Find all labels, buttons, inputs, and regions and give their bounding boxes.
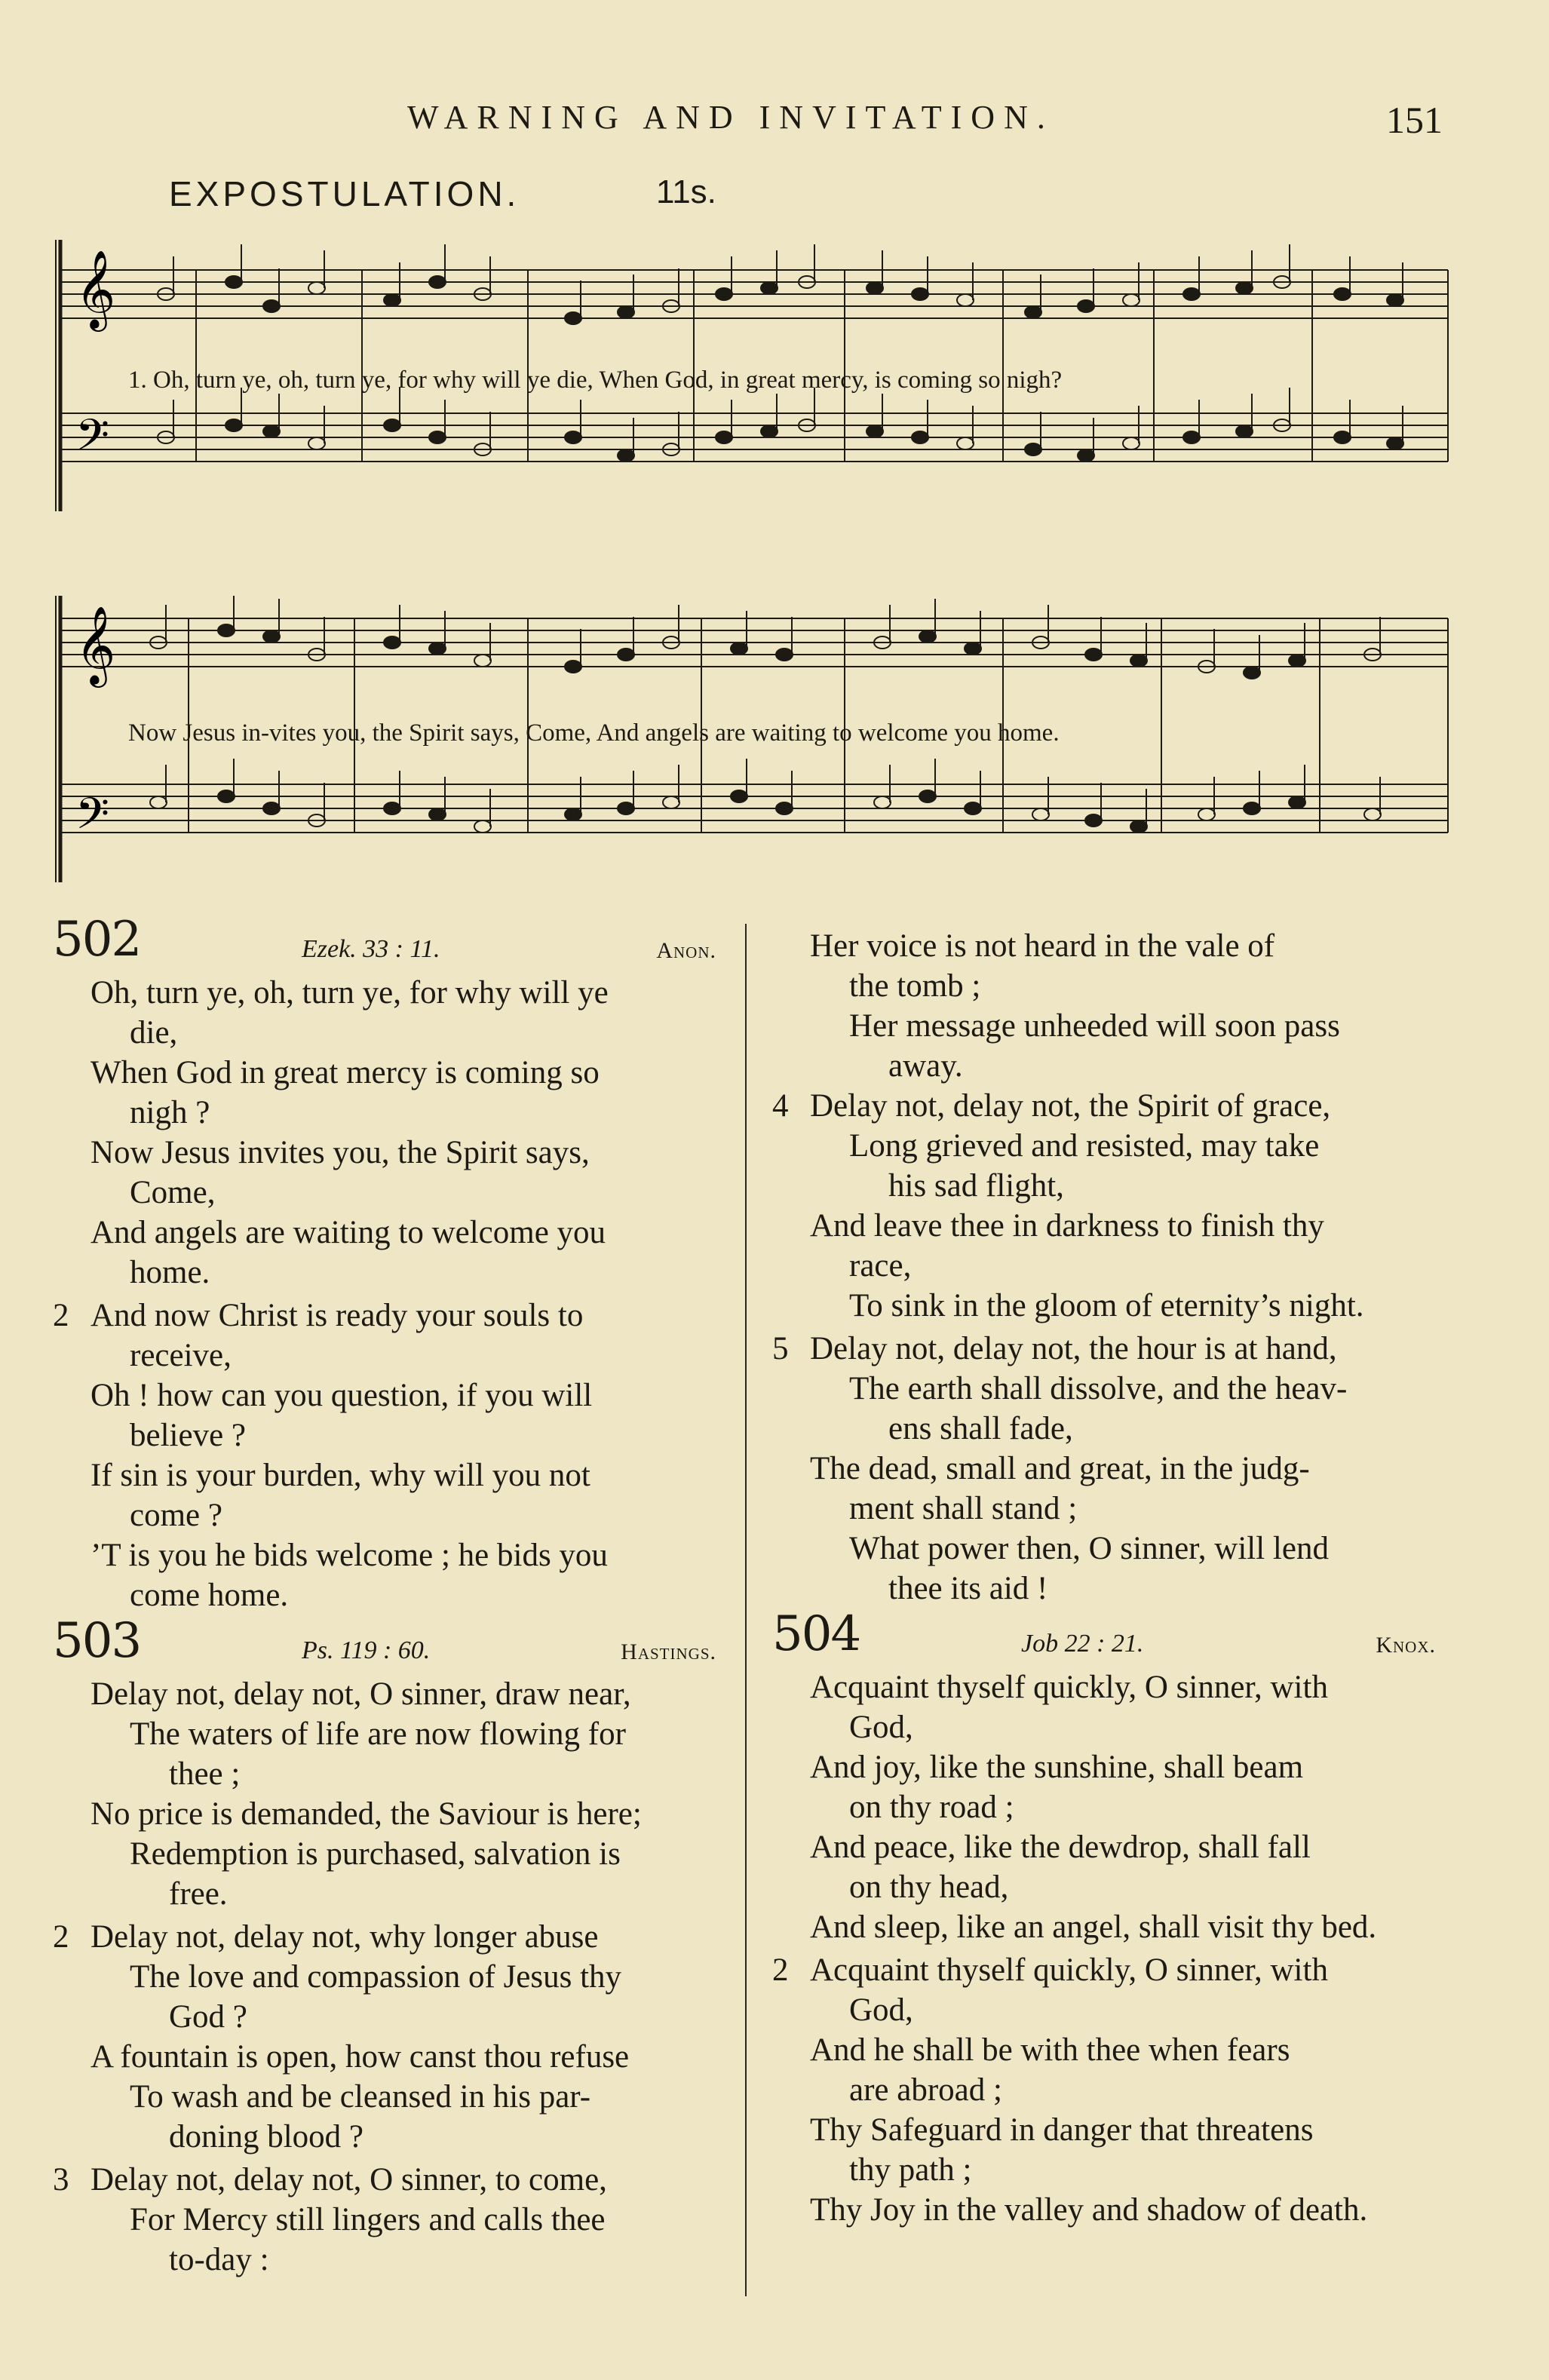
hymn-author: Anon. [656, 938, 716, 963]
verse-line-wrap: to-day : [169, 2242, 269, 2277]
verse-line-text: To wash and be cleansed in his par- [130, 2079, 591, 2115]
note-head [1289, 796, 1305, 808]
verse-line-text: No price is demanded, the Saviour is here; [90, 1796, 642, 1832]
verse-line-text: Long grieved and resisted, may take [849, 1128, 1320, 1164]
note-head [618, 802, 634, 814]
treble-clef-icon: 𝄞 [75, 250, 116, 329]
note-head [1085, 649, 1102, 661]
note-head [1289, 655, 1305, 667]
verse-line-text: Now Jesus invites you, the Spirit says, [90, 1135, 590, 1170]
note-head [716, 431, 732, 443]
note-head [1244, 802, 1260, 814]
treble-clef-icon: 𝄞 [75, 606, 116, 685]
note-head [263, 802, 280, 814]
verse-line-text: The waters of life are now flowing for [130, 1716, 626, 1752]
note-head [429, 431, 446, 443]
verse-line-text: A fountain is open, how canst thou refuse [90, 2039, 630, 2075]
verse-line-text: To sink in the gloom of eternity’s night. [849, 1288, 1364, 1323]
verse-line-text: Oh, turn ye, oh, turn ye, for why will ye [90, 975, 609, 1011]
note-head [912, 288, 928, 300]
verse-line-text: If sin is your burden, why will you not [90, 1458, 590, 1493]
verse-line-wrap: come ? [130, 1498, 222, 1533]
verse-line [53, 2160, 716, 2200]
verse-line [53, 1535, 716, 1615]
verse-line-wrap: his sad flight, [888, 1168, 1064, 1204]
verse-line-wrap: come home. [130, 1578, 289, 1613]
stanza [772, 1667, 1436, 1947]
hymn-body [53, 973, 716, 1615]
verse-line-text: Acquaint thyself quickly, O sinner, with [810, 1670, 1328, 1705]
note-head [776, 802, 793, 814]
note-head [308, 437, 325, 449]
verse-line [772, 1086, 1436, 1126]
verse-line-wrap: on thy head, [849, 1869, 1009, 1905]
verse-line [53, 973, 716, 1053]
note-head [1198, 808, 1215, 820]
verse-line [53, 1133, 716, 1213]
hymn-body [53, 1674, 716, 2280]
stanza [772, 1329, 1436, 1609]
note-head [761, 282, 778, 294]
note-head [218, 790, 235, 802]
note-head [263, 425, 280, 437]
note-head [867, 425, 883, 437]
verse-line [53, 1213, 716, 1293]
verse-line-text: Her voice is not heard in the vale of [810, 928, 1275, 964]
verse-line [772, 1006, 1436, 1086]
verse-line-text: The dead, small and great, in the judg- [810, 1451, 1310, 1486]
note-head [1078, 300, 1094, 312]
lyric-line-1: 1. Oh, turn ye, oh, turn ye, for why will ye die, When God, in great mercy, is coming so nigh? [128, 367, 1063, 394]
verse-line-wrap: are abroad ; [849, 2072, 1002, 2108]
note-head [776, 649, 793, 661]
verse-line [53, 1957, 716, 2037]
verse-line-text: For Mercy still lingers and calls thee [130, 2202, 606, 2237]
note-head [731, 643, 747, 655]
verse-line-text: Thy Safeguard in danger that threatens [810, 2112, 1314, 2148]
verse-line-wrap: die, [130, 1015, 178, 1050]
note-head [1334, 288, 1351, 300]
verse-line-text: Acquaint thyself quickly, O sinner, with [810, 1952, 1328, 1988]
verse-line [772, 1449, 1436, 1529]
verse-line [53, 1794, 716, 1834]
verse-line-text: And now Christ is ready your souls to [90, 1298, 584, 1333]
verse-line-text: Delay not, delay not, why longer abuse [90, 1919, 599, 1955]
note-head [1025, 443, 1041, 455]
verse-line-text: And joy, like the sunshine, shall beam [810, 1750, 1304, 1785]
verse-line-wrap: thee ; [169, 1756, 241, 1792]
verse-line [53, 1674, 716, 1714]
stanza-number: 2 [53, 1298, 69, 1333]
stanza [53, 2160, 716, 2280]
verse-line [772, 1126, 1436, 1206]
verse-line [53, 2077, 716, 2157]
verse-line [53, 1455, 716, 1535]
note-head [618, 649, 634, 661]
verse-line-text: Her message unheeded will soon pass [849, 1008, 1340, 1044]
verse-line [772, 1206, 1436, 1286]
note-head [474, 655, 491, 667]
tune-meter: 11s. [656, 173, 716, 210]
verse-line-wrap: home. [130, 1255, 210, 1290]
stanza-number: 5 [772, 1331, 789, 1366]
note-head [1183, 431, 1200, 443]
verse-line-text: And he shall be with thee when fears [810, 2032, 1290, 2068]
stanza-number: 3 [53, 2162, 69, 2198]
note-head [716, 288, 732, 300]
note-head [429, 808, 446, 820]
note-head [761, 425, 778, 437]
note-head [919, 790, 936, 802]
verse-line-text: ’T is you he bids welcome ; he bids you [90, 1538, 608, 1573]
verse-line [772, 1667, 1436, 1747]
verse-line [772, 1747, 1436, 1827]
note-head [1387, 437, 1403, 449]
lyric-line-2: Now Jesus in-vites you, the Spirit says, Come, And angels are waiting to welcome you home. [128, 719, 1060, 747]
note-head [1032, 808, 1049, 820]
stanza-number: 4 [772, 1088, 789, 1124]
note-head [1025, 306, 1041, 318]
verse-line [772, 2030, 1436, 2110]
verse-line-wrap: receive, [130, 1338, 232, 1373]
note-head [150, 796, 167, 808]
verse-line-wrap: thee its aid ! [888, 1571, 1048, 1606]
verse-line-text: Redemption is purchased, salvation is [130, 1836, 621, 1872]
verse-line-text: Delay not, delay not, O sinner, to come, [90, 2162, 607, 2198]
column-rule [745, 924, 747, 2296]
verse-line-wrap: thy path ; [849, 2152, 972, 2188]
stanza-number: 2 [772, 1952, 789, 1988]
hymn-body [772, 1667, 1436, 2230]
note-head [1183, 288, 1200, 300]
note-head [1130, 820, 1147, 833]
verse-line-text: Delay not, delay not, the hour is at hand, [810, 1331, 1337, 1366]
note-head [384, 802, 400, 814]
verse-line [53, 1834, 716, 1914]
note-head [663, 796, 679, 808]
bass-clef-icon: 𝄢 [75, 788, 110, 850]
scripture-reference: Ps. 119 : 60. [302, 1636, 431, 1664]
stanza [772, 1086, 1436, 1326]
hymn-heading [772, 1606, 1436, 1666]
bass-clef-icon: 𝄢 [75, 409, 110, 471]
hymn-body [772, 1086, 1436, 1609]
verse-line-text: The love and compassion of Jesus thy [130, 1959, 622, 1995]
verse-line-wrap: race, [849, 1248, 912, 1284]
note-head [867, 282, 883, 294]
verse-line-wrap: the tomb ; [849, 968, 981, 1004]
page-number: 151 [1386, 99, 1443, 141]
verse-line-wrap: believe ? [130, 1418, 246, 1453]
note-head [912, 431, 928, 443]
hymn-continuation [772, 926, 1436, 1086]
verse-line [53, 1714, 716, 1794]
verse-line [772, 2190, 1436, 2230]
verse-line-text: When God in great mercy is coming so [90, 1055, 600, 1090]
note-head [429, 643, 446, 655]
note-head [965, 802, 981, 814]
verse-line-wrap: God ? [169, 1999, 247, 2035]
verse-line-wrap: God, [849, 1710, 913, 1745]
right-column [772, 926, 1436, 2233]
note-head [1244, 667, 1260, 679]
verse-line-wrap: ment shall stand ; [849, 1491, 1078, 1526]
verse-line-wrap: ens shall fade, [888, 1411, 1073, 1446]
scripture-reference: Ezek. 33 : 11. [302, 935, 440, 963]
verse-line [772, 926, 1436, 1006]
note-head [565, 431, 581, 443]
hymn-number: 502 [53, 912, 141, 968]
stanza [53, 973, 716, 1293]
verse-line [772, 1827, 1436, 1907]
verse-line [772, 1329, 1436, 1369]
note-head [263, 300, 280, 312]
note-head [565, 808, 581, 820]
hymn-author: Knox. [1376, 1633, 1436, 1658]
note-head [731, 790, 747, 802]
verse-line-wrap: nigh ? [130, 1095, 210, 1130]
verse-line-text: Thy Joy in the valley and shadow of death. [810, 2192, 1368, 2228]
verse-line-wrap: God, [849, 1992, 913, 2028]
verse-line-text: The earth shall dissolve, and the heav- [849, 1371, 1348, 1406]
left-column [53, 912, 716, 2283]
verse-line-text: And angels are waiting to welcome you [90, 1215, 606, 1250]
verse-line-text: And peace, like the dewdrop, shall fall [810, 1829, 1311, 1865]
hymn-number: 504 [772, 1606, 860, 1662]
verse-line [53, 1917, 716, 1957]
stanza [53, 1674, 716, 1914]
note-head [225, 419, 242, 431]
note-head [1334, 431, 1351, 443]
hymn-author: Hastings. [621, 1639, 716, 1664]
note-head [1085, 814, 1102, 827]
note-head [1387, 294, 1403, 306]
verse-line [53, 2037, 716, 2077]
note-head [218, 624, 235, 636]
verse-line [772, 1286, 1436, 1326]
verse-line [53, 2200, 716, 2280]
verse-line-text: Oh ! how can you question, if you will [90, 1378, 593, 1413]
hymn-heading [53, 912, 716, 971]
verse-line-wrap: free. [169, 1876, 228, 1912]
stanza [772, 1950, 1436, 2230]
verse-line-wrap: on thy road ; [849, 1790, 1014, 1825]
hymn-heading [53, 1613, 716, 1673]
note-head [957, 294, 974, 306]
verse-line-text: And leave thee in darkness to finish thy [810, 1208, 1324, 1244]
note-head [384, 419, 400, 431]
verse-line-text: Delay not, delay not, the Spirit of grace, [810, 1088, 1331, 1124]
note-head [474, 820, 491, 833]
tune-title: EXPOSTULATION. [169, 174, 520, 213]
notes [158, 244, 1403, 462]
scripture-reference: Job 22 : 21. [1021, 1630, 1144, 1658]
note-head [565, 312, 581, 324]
verse-line [53, 1053, 716, 1133]
note-head [429, 276, 446, 288]
verse-line [772, 1529, 1436, 1609]
note-head [384, 294, 400, 306]
note-head [1236, 282, 1253, 294]
verse-line [772, 1369, 1436, 1449]
verse-line [772, 1950, 1436, 2030]
note-head [225, 276, 242, 288]
note-head [1123, 294, 1140, 306]
hymn-number: 503 [53, 1613, 141, 1669]
stanza-number: 2 [53, 1919, 69, 1955]
note-head [965, 643, 981, 655]
note-head [618, 449, 634, 462]
stanza [53, 1917, 716, 2157]
note-head [874, 796, 891, 808]
verse-line [53, 1296, 716, 1376]
note-head [263, 630, 280, 643]
note-head [1130, 655, 1147, 667]
note-head [565, 661, 581, 673]
note-head [1123, 437, 1140, 449]
verse-line [53, 1376, 716, 1455]
note-head [1078, 449, 1094, 462]
running-head: WARNING AND INVITATION. [407, 99, 1054, 136]
verse-line-text: What power then, O sinner, will lend [849, 1531, 1329, 1566]
note-head [384, 636, 400, 649]
note-head [308, 282, 325, 294]
note-head [957, 437, 974, 449]
verse-line-text: And sleep, like an angel, shall visit thy bed. [810, 1909, 1377, 1945]
verse-line [772, 1907, 1436, 1947]
note-head [919, 630, 936, 643]
verse-line-wrap: doning blood ? [169, 2119, 363, 2155]
stanza [53, 1296, 716, 1615]
note-head [1364, 808, 1381, 820]
verse-line-wrap: away. [888, 1048, 963, 1084]
note-head [1236, 425, 1253, 437]
verse-line-text: Delay not, delay not, O sinner, draw near, [90, 1676, 631, 1712]
note-head [618, 306, 634, 318]
verse-line-wrap: Come, [130, 1175, 216, 1210]
verse-line [772, 2110, 1436, 2190]
